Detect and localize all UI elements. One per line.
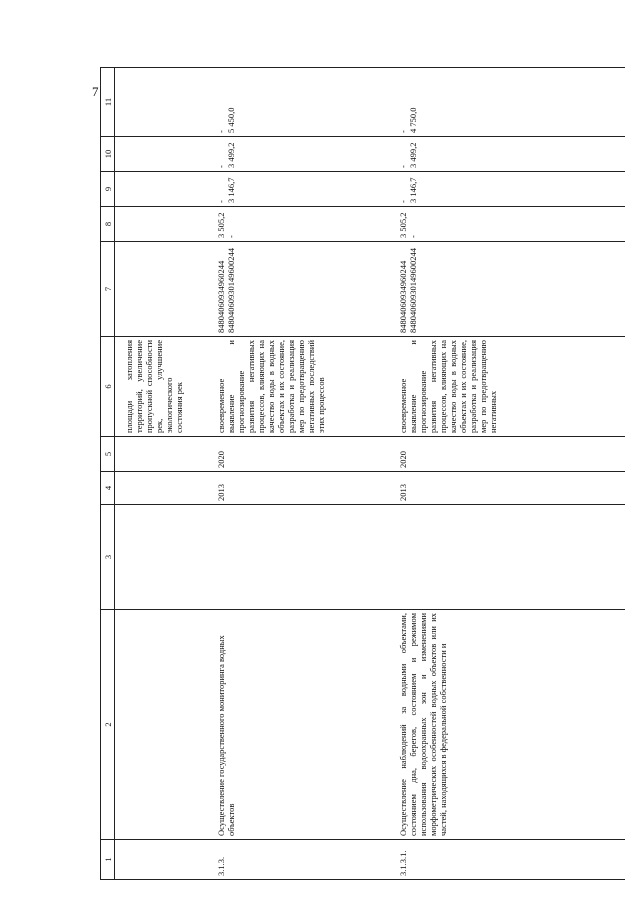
value-col-10 <box>121 137 213 172</box>
expected-result: своевременное выявление и прогнозирование развития негативных процессов, влияющих на качество воды в водных объектах и их состояние, разработка и реализация мер по предотвращению негативных последствий этих процессов <box>213 337 395 437</box>
value-col-11: - 5 450,0 <box>213 68 395 137</box>
budget-code: 84804060934960244 84804060930149600244 <box>213 242 395 337</box>
expected-result: площади затопления территорий, увеличение пропускной способности рек, улучшение экологического состояния рек <box>121 337 213 437</box>
start-year <box>121 472 213 505</box>
col-header-3: 3 <box>101 505 115 610</box>
budget-code: 84804060934960244 84804060930149600244 <box>395 242 625 337</box>
value-col-8 <box>121 207 213 242</box>
table-row <box>395 68 625 880</box>
col-header-9: 9 <box>101 172 115 207</box>
table-row <box>121 68 213 880</box>
activity-name: Осуществление государственного мониторинга водных объектов <box>213 610 395 840</box>
value-col-10: - 3 499,2 <box>213 137 395 172</box>
end-year <box>121 437 213 472</box>
responsible-cell <box>213 505 395 610</box>
page-number: 7 <box>92 84 99 99</box>
rotated-table-sheet <box>100 68 640 880</box>
row-number: 3.1.3.1. <box>395 840 625 880</box>
col-header-8: 8 <box>101 207 115 242</box>
col-header-4: 4 <box>101 472 115 505</box>
col-header-5: 5 <box>101 437 115 472</box>
col-header-2: 2 <box>101 610 115 840</box>
activity-name <box>121 610 213 840</box>
value-col-11: - 4 750,0 <box>395 68 625 137</box>
value-col-8: 3 505,2 - <box>395 207 625 242</box>
table-row <box>213 68 395 880</box>
col-header-11: 11 <box>101 68 115 137</box>
col-header-1: 1 <box>101 840 115 880</box>
header-row <box>101 68 115 880</box>
budget-code <box>121 242 213 337</box>
col-header-6: 6 <box>101 337 115 437</box>
end-year: 2020 <box>395 437 625 472</box>
value-col-9: - 3 146,7 <box>213 172 395 207</box>
responsible-cell <box>395 505 625 610</box>
responsible-cell <box>121 505 213 610</box>
value-col-11 <box>121 68 213 137</box>
value-col-8: 3 505,2 - <box>213 207 395 242</box>
value-col-9 <box>121 172 213 207</box>
col-header-7: 7 <box>101 242 115 337</box>
expected-result: своевременное выявление и прогнозирование развития негативных процессов, влияющих на качество воды в водных объектах и их состояние, разработка и реализация мер по предотвращению негативных <box>395 337 625 437</box>
start-year: 2013 <box>395 472 625 505</box>
value-col-9: - 3 146,7 <box>395 172 625 207</box>
row-number: 3.1.3. <box>213 840 395 880</box>
start-year: 2013 <box>213 472 395 505</box>
row-number <box>121 840 213 880</box>
activity-name: Осуществление наблюдений за водными объектами, состоянием дна, берегов, состоянием и режимом использования водоохранных зон и изменениями морфометрических особенностей водных объектов или их частей, находящихся в федеральной собственности и <box>395 610 625 840</box>
end-year: 2020 <box>213 437 395 472</box>
program-activities-table <box>100 67 625 880</box>
value-col-10: - 3 499,2 <box>395 137 625 172</box>
col-header-10: 10 <box>101 137 115 172</box>
